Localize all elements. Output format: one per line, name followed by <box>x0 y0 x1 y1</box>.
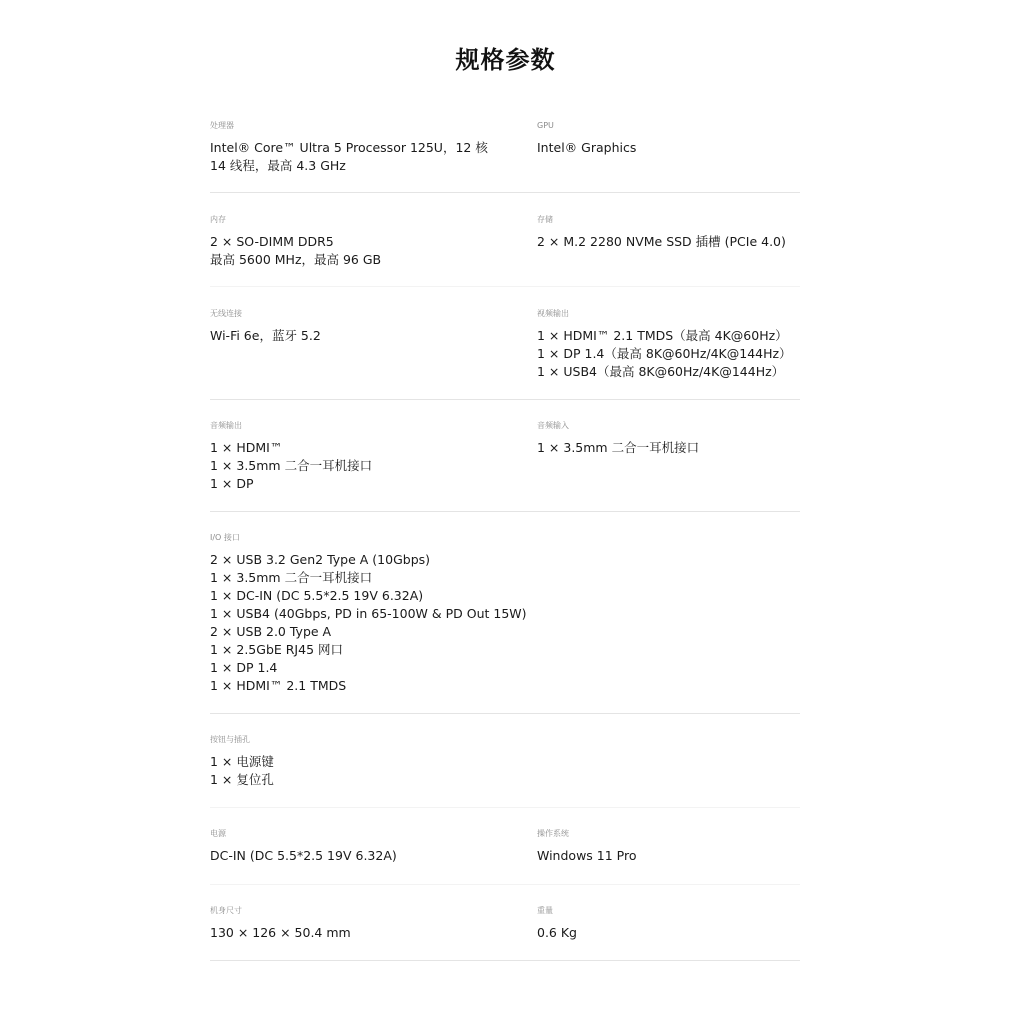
spec-label: 操作系统 <box>537 829 569 838</box>
spec-value: 1 × DP 1.4 <box>210 660 278 675</box>
spec-value: 1 × 3.5mm 二合一耳机接口 <box>537 440 700 455</box>
spec-label: 视频输出 <box>537 309 569 318</box>
spec-label: 电源 <box>210 829 226 838</box>
spec-cell-memory <box>210 214 530 269</box>
page-title: 规格参数 <box>455 46 556 74</box>
spec-cell-dimensions <box>210 905 530 942</box>
spec-row-processor <box>210 120 800 193</box>
spec-value: 1 × HDMI™ 2.1 TMDS <box>210 678 347 693</box>
spec-value: 130 × 126 × 50.4 mm <box>210 925 351 940</box>
spec-cell-os <box>537 828 800 865</box>
spec-cell-power <box>210 828 530 865</box>
spec-row-buttons <box>210 734 800 808</box>
spec-value: 1 × USB4（最高 8K@60Hz/4K@144Hz） <box>537 364 785 379</box>
spec-value: 0.6 Kg <box>537 925 577 940</box>
spec-value: Windows 11 Pro <box>537 848 637 863</box>
spec-value: Intel® Core™ Ultra 5 Processor 125U，12 核 <box>210 140 488 155</box>
spec-row-io <box>210 532 800 714</box>
spec-value: Intel® Graphics <box>537 140 637 155</box>
spec-value: 最高 5600 MHz，最高 96 GB <box>210 252 382 267</box>
spec-value: 1 × HDMI™ <box>210 440 283 455</box>
spec-cell-video-output <box>537 308 800 381</box>
spec-label: 存储 <box>537 215 553 224</box>
spec-value: 2 × USB 3.2 Gen2 Type A (10Gbps) <box>210 552 431 567</box>
spec-cell-io-ports <box>210 532 530 695</box>
spec-label: 内存 <box>210 215 226 224</box>
spec-row-power <box>210 828 800 885</box>
spec-value: Wi-Fi 6e，蓝牙 5.2 <box>210 328 321 343</box>
spec-value: 1 × DP 1.4（最高 8K@60Hz/4K@144Hz） <box>537 346 792 361</box>
spec-label: 音频输入 <box>537 421 569 430</box>
spec-value: 1 × USB4 (40Gbps, PD in 65-100W & PD Out 15W) <box>210 606 527 621</box>
spec-cell-weight <box>537 905 800 942</box>
spec-value: 1 × HDMI™ 2.1 TMDS（最高 4K@60Hz） <box>537 328 788 343</box>
spec-value: 1 × 3.5mm 二合一耳机接口 <box>210 570 373 585</box>
spec-cell-processor <box>210 120 530 175</box>
spec-cell-audio-output <box>210 420 530 493</box>
spec-cell-wireless <box>210 308 530 345</box>
spec-row-memory <box>210 214 800 287</box>
spec-cell-buttons <box>210 734 530 789</box>
spec-value: 2 × M.2 2280 NVMe SSD 插槽 (PCIe 4.0) <box>537 234 786 249</box>
spec-label: 机身尺寸 <box>210 906 242 915</box>
spec-label: 无线连接 <box>210 309 242 318</box>
spec-row-dimensions <box>210 905 800 961</box>
spec-value: 14 线程，最高 4.3 GHz <box>210 158 346 173</box>
spec-label: I/O 接口 <box>210 533 240 542</box>
spec-cell-gpu <box>537 120 800 157</box>
spec-value: DC-IN (DC 5.5*2.5 19V 6.32A) <box>210 848 397 863</box>
spec-value: 1 × 电源键 <box>210 754 274 769</box>
spec-value: 2 × USB 2.0 Type A <box>210 624 332 639</box>
spec-cell-storage <box>537 214 800 251</box>
spec-value: 2 × SO-DIMM DDR5 <box>210 234 334 249</box>
spec-row-wireless <box>210 308 800 400</box>
spec-value: 1 × 2.5GbE RJ45 网口 <box>210 642 343 657</box>
spec-value: 1 × 复位孔 <box>210 772 274 787</box>
spec-value: 1 × DC-IN (DC 5.5*2.5 19V 6.32A) <box>210 588 424 603</box>
spec-value: 1 × DP <box>210 476 254 491</box>
spec-cell-audio-input <box>537 420 800 457</box>
spec-label: 音频输出 <box>210 421 242 430</box>
spec-label: 处理器 <box>210 121 234 130</box>
spec-row-audio <box>210 420 800 512</box>
spec-value: 1 × 3.5mm 二合一耳机接口 <box>210 458 373 473</box>
spec-label: GPU <box>537 121 554 130</box>
spec-label: 重量 <box>537 906 553 915</box>
spec-label: 按钮与插孔 <box>210 735 250 744</box>
